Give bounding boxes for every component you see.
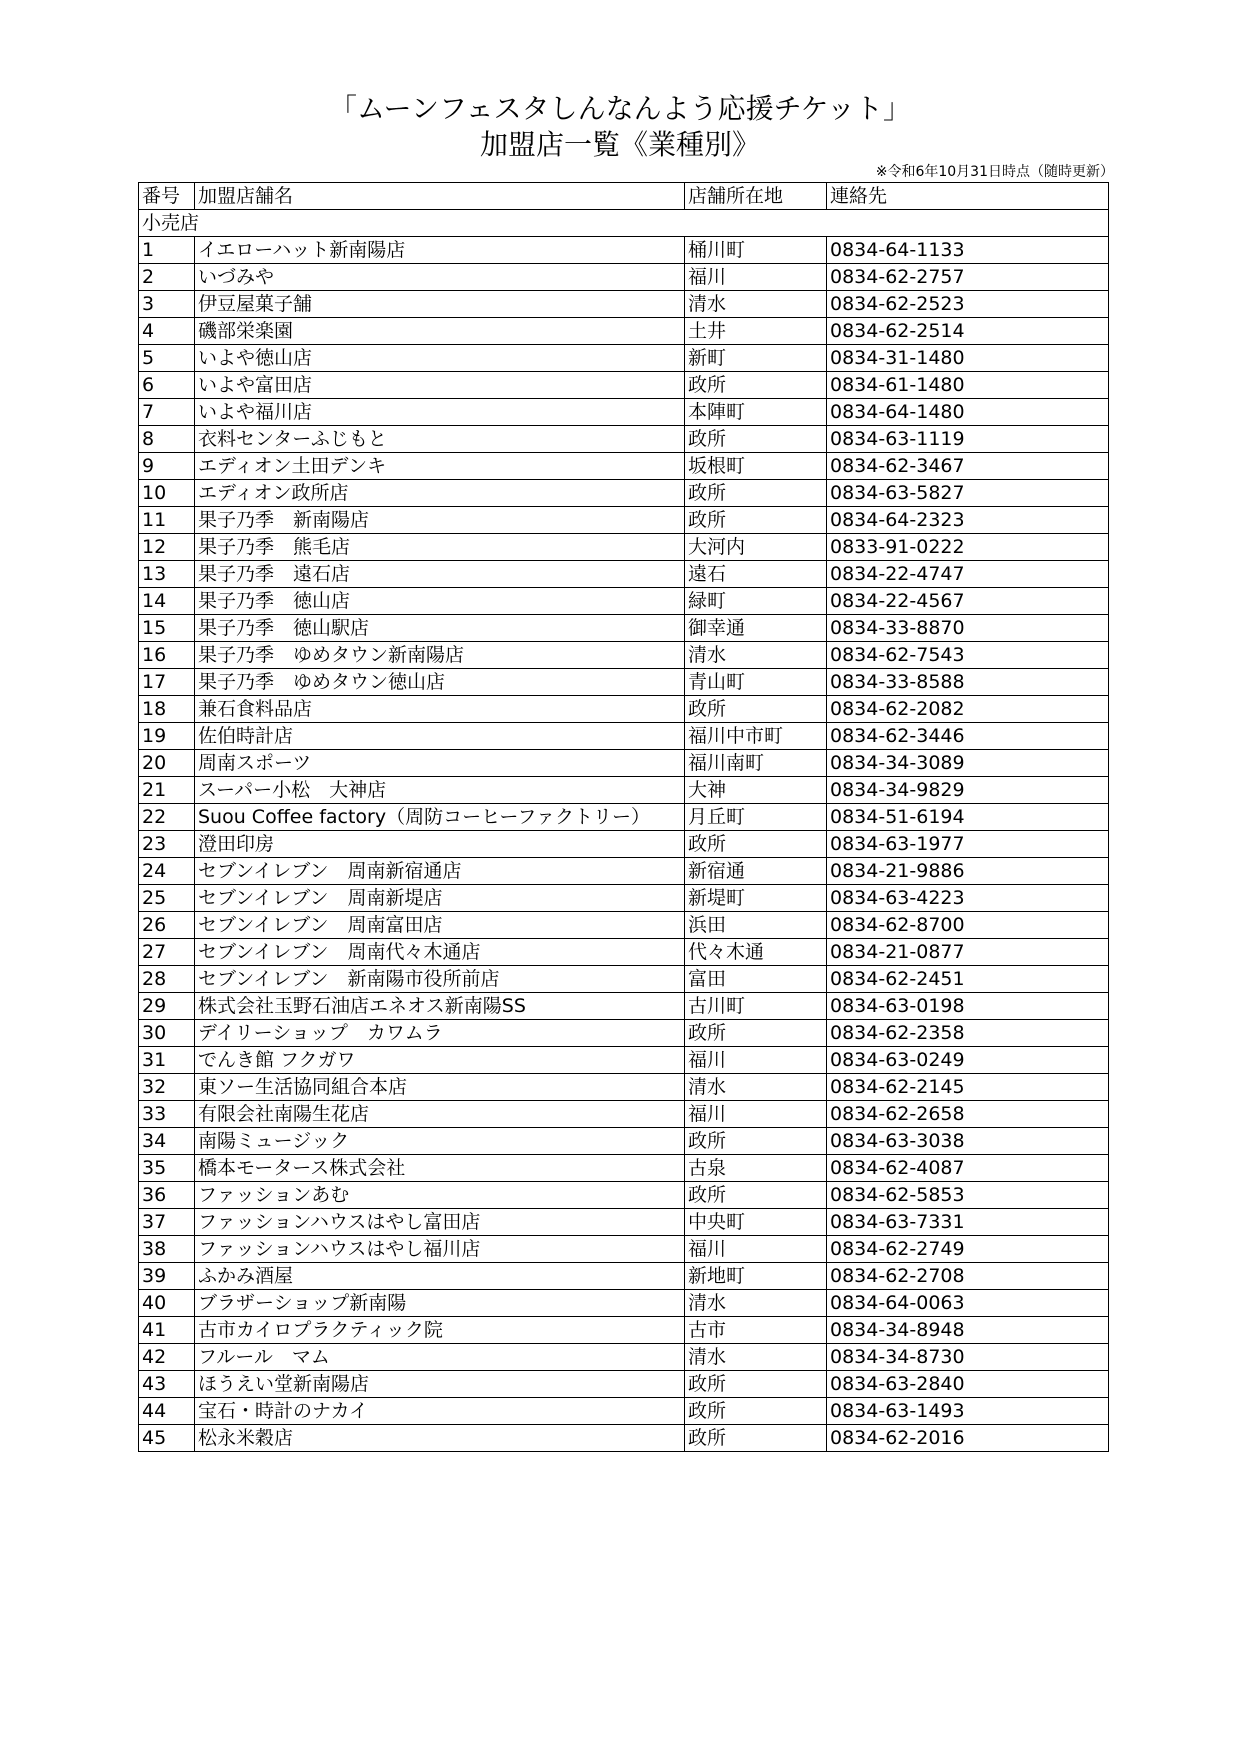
row-number: 41 (139, 1317, 195, 1344)
header-contact: 連絡先 (827, 183, 1109, 210)
row-number: 32 (139, 1074, 195, 1101)
row-store-name: ふかみ酒屋 (195, 1263, 685, 1290)
row-location: 福川 (685, 1047, 827, 1074)
header-location: 店舗所在地 (685, 183, 827, 210)
row-phone: 0834-62-5853 (827, 1182, 1109, 1209)
row-phone: 0834-62-8700 (827, 912, 1109, 939)
row-number: 31 (139, 1047, 195, 1074)
row-number: 15 (139, 615, 195, 642)
row-location: 大河内 (685, 534, 827, 561)
table-row (139, 1344, 1109, 1371)
row-store-name: セブンイレブン 周南代々木通店 (195, 939, 685, 966)
row-phone: 0834-62-2016 (827, 1425, 1109, 1452)
table-row (139, 1236, 1109, 1263)
row-store-name: スーパー小松 大神店 (195, 777, 685, 804)
table-row (139, 345, 1109, 372)
row-phone: 0834-63-0249 (827, 1047, 1109, 1074)
row-store-name: 果子乃季 徳山店 (195, 588, 685, 615)
row-number: 37 (139, 1209, 195, 1236)
table-row (139, 480, 1109, 507)
table-row (139, 1128, 1109, 1155)
row-phone: 0834-62-3446 (827, 723, 1109, 750)
row-number: 8 (139, 426, 195, 453)
table-row (139, 1371, 1109, 1398)
header-number: 番号 (139, 183, 195, 210)
table-row (139, 669, 1109, 696)
table-header-row (139, 183, 1109, 210)
row-number: 44 (139, 1398, 195, 1425)
row-location: 政所 (685, 1371, 827, 1398)
row-location: 清水 (685, 642, 827, 669)
row-location: 遠石 (685, 561, 827, 588)
row-store-name: 果子乃季 新南陽店 (195, 507, 685, 534)
row-store-name: 衣料センターふじもと (195, 426, 685, 453)
table-row (139, 1290, 1109, 1317)
row-phone: 0834-62-2523 (827, 291, 1109, 318)
table-row (139, 1398, 1109, 1425)
row-phone: 0834-63-1493 (827, 1398, 1109, 1425)
row-store-name: ブラザーショップ新南陽 (195, 1290, 685, 1317)
table-row (139, 399, 1109, 426)
row-location: 政所 (685, 1398, 827, 1425)
table-row (139, 804, 1109, 831)
row-location: 古泉 (685, 1155, 827, 1182)
row-number: 2 (139, 264, 195, 291)
row-phone: 0834-64-2323 (827, 507, 1109, 534)
row-location: 政所 (685, 696, 827, 723)
row-number: 39 (139, 1263, 195, 1290)
table-row (139, 1317, 1109, 1344)
row-phone: 0834-61-1480 (827, 372, 1109, 399)
row-location: 古市 (685, 1317, 827, 1344)
row-location: 政所 (685, 831, 827, 858)
table-row (139, 237, 1109, 264)
row-number: 9 (139, 453, 195, 480)
row-phone: 0834-63-2840 (827, 1371, 1109, 1398)
document-subtitle: 加盟店一覧《業種別》 (479, 128, 760, 161)
row-phone: 0834-33-8870 (827, 615, 1109, 642)
table-row (139, 993, 1109, 1020)
row-number: 20 (139, 750, 195, 777)
table-row (139, 507, 1109, 534)
table-row (139, 291, 1109, 318)
row-phone: 0834-62-2658 (827, 1101, 1109, 1128)
row-location: 福川 (685, 1236, 827, 1263)
row-location: 清水 (685, 291, 827, 318)
row-store-name: 伊豆屋菓子舗 (195, 291, 685, 318)
row-location: 清水 (685, 1074, 827, 1101)
row-number: 21 (139, 777, 195, 804)
table-row (139, 615, 1109, 642)
row-number: 36 (139, 1182, 195, 1209)
table-row (139, 1425, 1109, 1452)
row-phone: 0834-31-1480 (827, 345, 1109, 372)
row-phone: 0834-21-0877 (827, 939, 1109, 966)
row-number: 12 (139, 534, 195, 561)
row-location: 浜田 (685, 912, 827, 939)
row-number: 4 (139, 318, 195, 345)
row-number: 13 (139, 561, 195, 588)
row-store-name: セブンイレブン 周南新堤店 (195, 885, 685, 912)
table-row (139, 912, 1109, 939)
row-number: 35 (139, 1155, 195, 1182)
table-row (139, 723, 1109, 750)
row-number: 6 (139, 372, 195, 399)
row-store-name: ファッションあむ (195, 1182, 685, 1209)
row-phone: 0834-63-1119 (827, 426, 1109, 453)
row-phone: 0834-62-2451 (827, 966, 1109, 993)
row-number: 16 (139, 642, 195, 669)
row-location: 坂根町 (685, 453, 827, 480)
table-row (139, 696, 1109, 723)
row-location: 福川中市町 (685, 723, 827, 750)
row-location: 福川 (685, 1101, 827, 1128)
row-location: 政所 (685, 372, 827, 399)
row-phone: 0834-34-9829 (827, 777, 1109, 804)
row-location: 新町 (685, 345, 827, 372)
row-location: 青山町 (685, 669, 827, 696)
row-store-name: いづみや (195, 264, 685, 291)
table-row (139, 1209, 1109, 1236)
row-phone: 0834-63-0198 (827, 993, 1109, 1020)
row-phone: 0834-33-8588 (827, 669, 1109, 696)
row-phone: 0834-21-9886 (827, 858, 1109, 885)
row-store-name: 古市カイロプラクティック院 (195, 1317, 685, 1344)
row-store-name: ファッションハウスはやし福川店 (195, 1236, 685, 1263)
row-phone: 0834-62-2757 (827, 264, 1109, 291)
row-store-name: 松永米穀店 (195, 1425, 685, 1452)
row-store-name: 果子乃季 ゆめタウン徳山店 (195, 669, 685, 696)
row-number: 14 (139, 588, 195, 615)
row-location: 政所 (685, 1425, 827, 1452)
row-store-name: 澄田印房 (195, 831, 685, 858)
row-store-name: イエローハット新南陽店 (195, 237, 685, 264)
row-location: 桶川町 (685, 237, 827, 264)
row-number: 11 (139, 507, 195, 534)
row-store-name: 兼石食料品店 (195, 696, 685, 723)
row-store-name: デイリーショップ カワムラ (195, 1020, 685, 1047)
row-location: 本陣町 (685, 399, 827, 426)
row-location: 土井 (685, 318, 827, 345)
row-location: 政所 (685, 480, 827, 507)
row-number: 42 (139, 1344, 195, 1371)
table-row (139, 1101, 1109, 1128)
table-row (139, 966, 1109, 993)
row-phone: 0834-62-7543 (827, 642, 1109, 669)
row-location: 代々木通 (685, 939, 827, 966)
row-store-name: 有限会社南陽生花店 (195, 1101, 685, 1128)
row-phone: 0834-62-2514 (827, 318, 1109, 345)
row-store-name: いよや福川店 (195, 399, 685, 426)
row-location: 緑町 (685, 588, 827, 615)
row-store-name: 果子乃季 熊毛店 (195, 534, 685, 561)
row-store-name: ファッションハウスはやし富田店 (195, 1209, 685, 1236)
row-phone: 0834-62-2749 (827, 1236, 1109, 1263)
table-row (139, 1047, 1109, 1074)
row-number: 34 (139, 1128, 195, 1155)
row-phone: 0834-62-2145 (827, 1074, 1109, 1101)
row-phone: 0833-91-0222 (827, 534, 1109, 561)
row-store-name: 佐伯時計店 (195, 723, 685, 750)
row-location: 中央町 (685, 1209, 827, 1236)
row-store-name: エディオン土田デンキ (195, 453, 685, 480)
category-label: 小売店 (139, 210, 1109, 237)
row-number: 30 (139, 1020, 195, 1047)
table-row (139, 777, 1109, 804)
row-store-name: エディオン政所店 (195, 480, 685, 507)
row-number: 45 (139, 1425, 195, 1452)
row-store-name: でんき館 フクガワ (195, 1047, 685, 1074)
row-number: 38 (139, 1236, 195, 1263)
category-row (139, 210, 1109, 237)
table-row (139, 750, 1109, 777)
row-number: 27 (139, 939, 195, 966)
row-number: 29 (139, 993, 195, 1020)
table-row (139, 1263, 1109, 1290)
document-title: 「ムーンフェスタしんなんよう応援チケット」 (328, 92, 912, 125)
row-location: 政所 (685, 426, 827, 453)
row-location: 御幸通 (685, 615, 827, 642)
row-location: 政所 (685, 1128, 827, 1155)
row-phone: 0834-22-4747 (827, 561, 1109, 588)
row-phone: 0834-64-1480 (827, 399, 1109, 426)
table-row (139, 1020, 1109, 1047)
table-row (139, 858, 1109, 885)
row-phone: 0834-62-3467 (827, 453, 1109, 480)
table-row (139, 939, 1109, 966)
row-store-name: 果子乃季 ゆめタウン新南陽店 (195, 642, 685, 669)
row-phone: 0834-34-8730 (827, 1344, 1109, 1371)
table-row (139, 372, 1109, 399)
row-phone: 0834-62-2082 (827, 696, 1109, 723)
table-row (139, 426, 1109, 453)
table-row (139, 642, 1109, 669)
row-location: 新地町 (685, 1263, 827, 1290)
row-location: 清水 (685, 1344, 827, 1371)
row-location: 福川南町 (685, 750, 827, 777)
row-store-name: セブンイレブン 周南新宿通店 (195, 858, 685, 885)
row-store-name: 果子乃季 徳山駅店 (195, 615, 685, 642)
row-number: 23 (139, 831, 195, 858)
row-number: 18 (139, 696, 195, 723)
row-number: 19 (139, 723, 195, 750)
row-location: 福川 (685, 264, 827, 291)
row-store-name: 宝石・時計のナカイ (195, 1398, 685, 1425)
row-number: 5 (139, 345, 195, 372)
row-phone: 0834-64-1133 (827, 237, 1109, 264)
table-row (139, 561, 1109, 588)
row-location: 政所 (685, 1020, 827, 1047)
row-location: 清水 (685, 1290, 827, 1317)
row-number: 7 (139, 399, 195, 426)
row-phone: 0834-34-8948 (827, 1317, 1109, 1344)
row-store-name: Suou Coffee factory（周防コーヒーファクトリー） (195, 804, 685, 831)
row-number: 43 (139, 1371, 195, 1398)
table-row (139, 1074, 1109, 1101)
row-store-name: 果子乃季 遠石店 (195, 561, 685, 588)
row-store-name: 南陽ミュージック (195, 1128, 685, 1155)
row-phone: 0834-63-1977 (827, 831, 1109, 858)
table-row (139, 264, 1109, 291)
row-location: 富田 (685, 966, 827, 993)
row-phone: 0834-34-3089 (827, 750, 1109, 777)
row-store-name: いよや徳山店 (195, 345, 685, 372)
row-location: 新堤町 (685, 885, 827, 912)
table-row (139, 1182, 1109, 1209)
table-row (139, 534, 1109, 561)
row-phone: 0834-62-2708 (827, 1263, 1109, 1290)
row-number: 26 (139, 912, 195, 939)
row-store-name: 橋本モータース株式会社 (195, 1155, 685, 1182)
row-location: 政所 (685, 1182, 827, 1209)
row-number: 17 (139, 669, 195, 696)
row-store-name: 周南スポーツ (195, 750, 685, 777)
row-store-name: 東ソー生活協同組合本店 (195, 1074, 685, 1101)
row-location: 月丘町 (685, 804, 827, 831)
as-of-date-note: ※令和6年10月31日時点（随時更新） (875, 164, 1114, 180)
row-location: 古川町 (685, 993, 827, 1020)
row-number: 24 (139, 858, 195, 885)
row-phone: 0834-63-4223 (827, 885, 1109, 912)
row-number: 28 (139, 966, 195, 993)
row-phone: 0834-62-4087 (827, 1155, 1109, 1182)
row-phone: 0834-62-2358 (827, 1020, 1109, 1047)
row-phone: 0834-51-6194 (827, 804, 1109, 831)
row-store-name: 株式会社玉野石油店エネオス新南陽SS (195, 993, 685, 1020)
table-row (139, 1155, 1109, 1182)
row-phone: 0834-63-7331 (827, 1209, 1109, 1236)
row-number: 40 (139, 1290, 195, 1317)
row-store-name: いよや富田店 (195, 372, 685, 399)
row-store-name: フルール マム (195, 1344, 685, 1371)
row-phone: 0834-64-0063 (827, 1290, 1109, 1317)
table-row (139, 831, 1109, 858)
member-store-table (138, 182, 1109, 1452)
row-number: 1 (139, 237, 195, 264)
row-location: 大神 (685, 777, 827, 804)
row-phone: 0834-63-3038 (827, 1128, 1109, 1155)
table-row (139, 453, 1109, 480)
row-phone: 0834-22-4567 (827, 588, 1109, 615)
row-store-name: セブンイレブン 新南陽市役所前店 (195, 966, 685, 993)
row-store-name: ほうえい堂新南陽店 (195, 1371, 685, 1398)
row-location: 新宿通 (685, 858, 827, 885)
row-store-name: 磯部栄楽園 (195, 318, 685, 345)
row-number: 22 (139, 804, 195, 831)
table-row (139, 318, 1109, 345)
row-location: 政所 (685, 507, 827, 534)
row-number: 25 (139, 885, 195, 912)
row-number: 3 (139, 291, 195, 318)
table-row (139, 588, 1109, 615)
header-store-name: 加盟店舗名 (195, 183, 685, 210)
row-phone: 0834-63-5827 (827, 480, 1109, 507)
row-number: 10 (139, 480, 195, 507)
table-row (139, 885, 1109, 912)
row-store-name: セブンイレブン 周南富田店 (195, 912, 685, 939)
row-number: 33 (139, 1101, 195, 1128)
